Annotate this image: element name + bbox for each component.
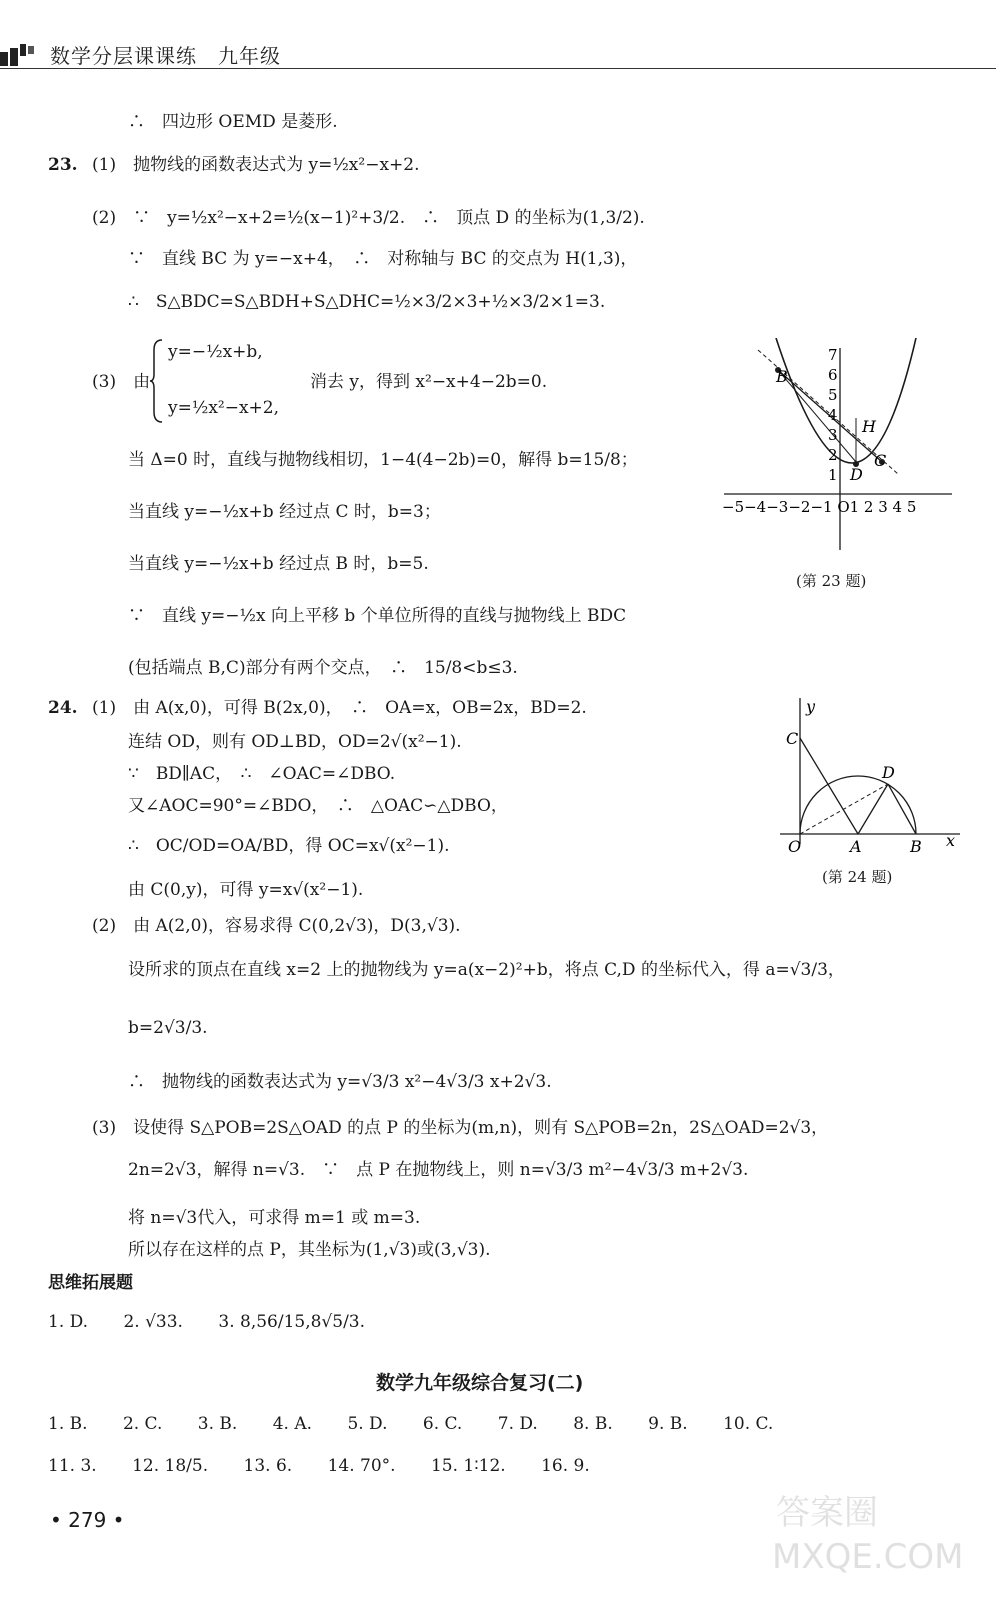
watermark-logo: [766, 1480, 976, 1580]
answer-item: 8. B.: [573, 1414, 613, 1434]
ytick: 3: [828, 426, 838, 444]
label-d: D: [882, 763, 895, 782]
text-line: ∵ 直线 BC 为 y=−x+4， ∴ 对称轴与 BC 的交点为 H(1,3)，: [128, 249, 638, 269]
text-line: 由 C(0,y)，可得 y=x√(x²−1).: [128, 880, 364, 900]
text-line: 将 n=√3代入，可求得 m=1 或 m=3.: [128, 1208, 421, 1228]
answer-item: 3. B.: [197, 1414, 238, 1434]
ytick: 4: [828, 406, 838, 424]
text-line: 2n=2√3，解得 n=√3. ∵ 点 P 在抛物线上，则 n=√3/3 m²−4√3/3 m+2√3.: [128, 1160, 749, 1180]
ytick: 2: [828, 446, 838, 464]
figure-23-parabola: [718, 338, 968, 558]
equation-line: y=½x²−x+2,: [168, 398, 280, 418]
ytick: 6: [828, 366, 838, 384]
answer-row: [48, 1312, 395, 1332]
answer-item: 10. C.: [723, 1414, 774, 1434]
watermark-brand: 答案圈: [776, 1493, 878, 1533]
semicircle: [800, 776, 916, 834]
label-c: C: [874, 451, 887, 470]
figure-24-caption: (第 24 题): [822, 868, 893, 886]
header-divider: [0, 68, 996, 69]
text-line: ∵ BD∥AC， ∴ ∠OAC=∠DBO.: [128, 764, 396, 784]
answer-item: 16. 9.: [541, 1456, 590, 1476]
text-line: 又∠AOC=90°=∠BDO， ∴ △OAC∽△DBO，: [128, 796, 508, 816]
answer-row: [48, 1456, 620, 1476]
text-line: (3) 设使得 S△POB=2S△OAD 的点 P 的坐标为(m,n)，则有 S△POB=2n，2S△OAD=2√3，: [92, 1118, 829, 1138]
text-line: 设所求的顶点在直线 x=2 上的抛物线为 y=a(x−2)²+b，将点 C,D 的坐标代入，得 a=√3/3，: [128, 960, 845, 980]
text-line: 消去 y，得到 x²−x+4−2b=0.: [310, 372, 548, 392]
text-line: ∵ 直线 y=−½x 向上平移 b 个单位所得的直线与抛物线上 BDC: [128, 606, 627, 626]
line-bd: [778, 370, 856, 462]
text-line: 当 Δ=0 时，直线与抛物线相切，1−4(4−2b)=0，解得 b=15/8；: [128, 450, 638, 470]
text-line: (1) 由 A(x,0)，可得 B(2x,0)， ∴ OA=x，OB=2x，BD=2.: [92, 698, 587, 718]
parabola-curve: [776, 338, 916, 463]
xticks: −5−4−3−2−1 O1 2 3 4 5: [722, 498, 917, 516]
section-title: 数学九年级综合复习(二): [376, 1372, 584, 1394]
segment-ca: [800, 738, 858, 834]
answer-item: 9. B.: [648, 1414, 688, 1434]
answer-item: 15. 1∶12.: [430, 1456, 506, 1476]
text-line: 当直线 y=−½x+b 经过点 B 时，b=5.: [128, 554, 429, 574]
segment-ad: [858, 784, 888, 834]
segment-od: [800, 784, 888, 834]
answer-item: 1. B.: [48, 1414, 88, 1434]
equation-line: y=−½x+b,: [168, 342, 263, 362]
text-line: b=2√3/3.: [128, 1018, 208, 1038]
text-line: ∴ S△BDC=S△BDH+S△DHC=½×3/2×3+½×3/2×1=3.: [128, 292, 606, 312]
answer-item: 2. C.: [122, 1414, 163, 1434]
section-title: 思维拓展题: [48, 1273, 133, 1293]
text-line: ∴ 抛物线的函数表达式为 y=√3/3 x²−4√3/3 x+2√3.: [128, 1072, 552, 1092]
label-b: B: [910, 837, 922, 856]
header-title: 数学分层课课练 九年级: [50, 44, 281, 68]
answer-item: 14. 70°.: [327, 1456, 396, 1476]
question-number-23: 23.: [48, 155, 78, 175]
segment-db: [888, 784, 916, 834]
text-line: (1) 抛物线的函数表达式为 y=½x²−x+2.: [92, 155, 420, 175]
answer-row: [48, 1414, 803, 1434]
label-h: H: [862, 417, 876, 436]
text-line: (包括端点 B,C)部分有两个交点， ∴ 15/8<b≤3.: [128, 658, 518, 678]
book-logo-icon: [0, 44, 36, 66]
label-a: A: [850, 837, 862, 856]
answer-item: 4. A.: [272, 1414, 313, 1434]
answer-item: 13. 6.: [243, 1456, 293, 1476]
answer-item: 5. D.: [347, 1414, 388, 1434]
page-number: • 279 •: [50, 1508, 125, 1532]
text-line: ∴ OC/OD=OA/BD，得 OC=x√(x²−1).: [128, 836, 450, 856]
text-line: (2) ∵ y=½x²−x+2=½(x−1)²+3/2. ∴ 顶点 D 的坐标为(1,3/2).: [92, 208, 645, 228]
text-line: ∴ 四边形 OEMD 是菱形.: [128, 112, 338, 132]
watermark-site: MXQE.COM: [772, 1537, 964, 1577]
label-o: O: [788, 837, 802, 856]
label-b: B: [776, 367, 788, 386]
label-x: x: [946, 831, 956, 850]
answer-item: 2. √33.: [123, 1312, 183, 1332]
figure-24-semicircle: [770, 694, 970, 860]
left-brace-icon: [150, 338, 164, 424]
answer-item: 6. C.: [422, 1414, 463, 1434]
text-line: 所以存在这样的点 P，其坐标为(1,√3)或(3,√3).: [128, 1240, 491, 1260]
ytick: 7: [828, 346, 838, 364]
answer-item: 11. 3.: [48, 1456, 97, 1476]
answer-item: 1. D.: [48, 1312, 89, 1332]
answer-item: 7. D.: [497, 1414, 538, 1434]
ytick: 1: [828, 466, 838, 484]
text-line: (2) 由 A(2,0)，容易求得 C(0,2√3)，D(3,√3).: [92, 916, 461, 936]
ytick: 5: [828, 386, 838, 404]
label-d: D: [850, 465, 863, 484]
text-line: 连结 OD，则有 OD⊥BD，OD=2√(x²−1).: [128, 732, 462, 752]
figure-23-caption: (第 23 题): [796, 572, 867, 590]
answer-item: 12. 18/5.: [132, 1456, 209, 1476]
label-c: C: [786, 729, 799, 748]
answer-item: 3. 8,56/15,8√5/3.: [218, 1312, 366, 1332]
text-line: 当直线 y=−½x+b 经过点 C 时，b=3；: [128, 502, 441, 522]
question-number-24: 24.: [48, 698, 78, 718]
label-y: y: [806, 697, 816, 716]
page-header: [0, 0, 996, 70]
text-line: (3) 由: [92, 372, 151, 392]
